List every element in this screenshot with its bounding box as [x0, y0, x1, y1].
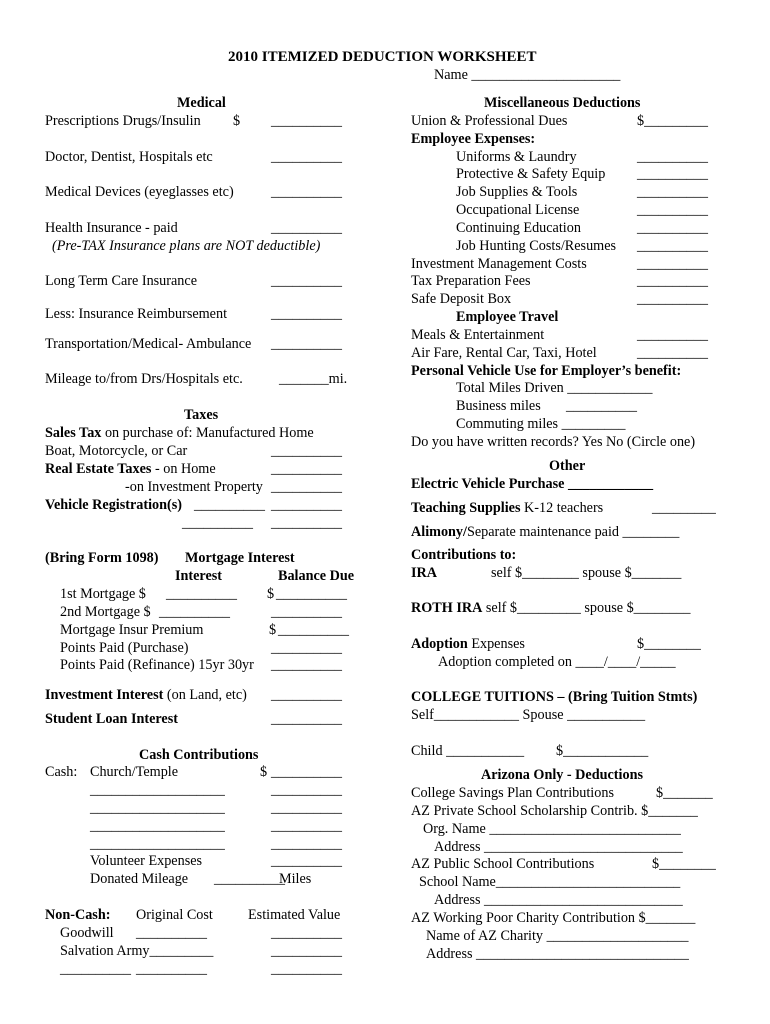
- health-insurance-label: Health Insurance - paid: [45, 220, 178, 236]
- roth-ira-label: ROTH IRA: [411, 600, 483, 616]
- cash-amount-field-2[interactable]: __________: [271, 800, 342, 816]
- sales-tax-label: Sales Tax: [45, 425, 102, 441]
- goodwill-label: Goodwill: [60, 925, 114, 941]
- real-estate-text: - on Home: [154, 461, 216, 477]
- boat-amount-field[interactable]: __________: [271, 443, 342, 459]
- investment-interest-label: Investment Interest: [45, 687, 164, 703]
- adoption-completed-field[interactable]: Adoption completed on ____/____/_____: [438, 654, 676, 670]
- vehicle-registration-amount-field-1[interactable]: __________: [271, 497, 342, 513]
- union-dues-label: Union & Professional Dues: [411, 113, 568, 129]
- student-loan-label: Student Loan Interest: [45, 711, 178, 727]
- protective-label: Protective & Safety Equip: [456, 166, 606, 182]
- first-mortgage-balance-field[interactable]: __________: [276, 586, 347, 602]
- points-purchase-label: Points Paid (Purchase): [60, 640, 189, 656]
- charity-address-field[interactable]: Address ______________________________: [426, 946, 689, 962]
- investment-property-label: -on Investment Property: [125, 479, 263, 495]
- charity-name-field[interactable]: Name of AZ Charity ____________________: [426, 928, 689, 944]
- alimony-text: Separate maintenance paid ________: [466, 524, 680, 540]
- worksheet-title: 2010 ITEMIZED DEDUCTION WORKSHEET: [228, 49, 537, 65]
- union-dues-amount-field[interactable]: $_________: [637, 113, 708, 129]
- written-records-question[interactable]: Do you have written records? Yes No (Circle one): [411, 434, 696, 450]
- org-name-field[interactable]: Org. Name ___________________________: [423, 821, 681, 837]
- noncash-value-field[interactable]: __________: [271, 961, 342, 977]
- college-tuitions-heading: COLLEGE TUITIONS – (Bring Tuition Stmts): [411, 689, 698, 705]
- continuing-education-label: Continuing Education: [456, 220, 581, 236]
- vehicle-registration-field-1[interactable]: __________: [194, 497, 265, 513]
- noncash-cost-field[interactable]: __________: [136, 961, 207, 977]
- employee-expenses-heading: Employee Expenses:: [411, 131, 536, 147]
- donated-mileage-field[interactable]: __________: [214, 871, 285, 887]
- insurance-reimbursement-label: Less: Insurance Reimbursement: [45, 306, 228, 322]
- business-miles-label: Business miles: [456, 398, 541, 414]
- vehicle-registration-label: Vehicle Registration(s): [45, 497, 182, 513]
- mileage-field[interactable]: _______mi.: [279, 371, 348, 387]
- school-address-field[interactable]: Address ____________________________: [434, 892, 683, 908]
- doctor-amount-field[interactable]: __________: [271, 149, 342, 165]
- student-loan-amount-field[interactable]: __________: [271, 711, 342, 727]
- college-savings-amount-field[interactable]: $_______: [656, 785, 713, 801]
- cash-amount-field-3[interactable]: __________: [271, 818, 342, 834]
- investment-property-amount-field[interactable]: __________: [271, 479, 342, 495]
- ira-label: IRA: [411, 565, 438, 581]
- prescriptions-label: Prescriptions Drugs/Insulin: [45, 113, 201, 129]
- long-term-care-amount-field[interactable]: __________: [271, 273, 342, 289]
- public-school-amount-field[interactable]: $________: [652, 856, 716, 872]
- public-school-label: AZ Public School Contributions: [411, 856, 595, 872]
- first-mortgage-interest-field[interactable]: __________: [166, 586, 237, 602]
- cash-amount-field-4[interactable]: __________: [271, 836, 342, 852]
- personal-vehicle-heading: Personal Vehicle Use for Employer’s benefit:: [411, 363, 682, 379]
- job-supplies-amount-field[interactable]: __________: [637, 184, 708, 200]
- tuition-child-field[interactable]: Child ___________: [411, 743, 525, 759]
- vehicle-registration-field-2[interactable]: __________: [182, 515, 253, 531]
- health-insurance-amount-field[interactable]: __________: [271, 220, 342, 236]
- taxes-heading: Taxes: [184, 407, 219, 423]
- sales-tax-text: on purchase of: Manufactured Home: [104, 425, 314, 441]
- cash-org-field-2[interactable]: ___________________: [90, 800, 225, 816]
- volunteer-expenses-label: Volunteer Expenses: [90, 853, 203, 869]
- second-mortgage-interest-field[interactable]: __________: [159, 604, 230, 620]
- safe-deposit-label: Safe Deposit Box: [411, 291, 512, 307]
- electric-vehicle-field[interactable]: Electric Vehicle Purchase ____________: [411, 476, 654, 492]
- points-purchase-amount-field[interactable]: __________: [271, 640, 342, 656]
- airfare-amount-field[interactable]: __________: [637, 345, 708, 361]
- roth-ira-fields: self $_________ spouse $________: [485, 600, 691, 616]
- investment-interest-amount-field[interactable]: __________: [271, 687, 342, 703]
- business-miles-field[interactable]: __________: [566, 398, 637, 414]
- org-address-field[interactable]: Address ____________________________: [434, 839, 683, 855]
- total-miles-field[interactable]: Total Miles Driven ____________: [456, 380, 653, 396]
- commuting-miles-field[interactable]: Commuting miles _________: [456, 416, 626, 432]
- continuing-education-amount-field[interactable]: __________: [637, 220, 708, 236]
- volunteer-expenses-amount-field[interactable]: __________: [271, 853, 342, 869]
- mortgage-insurance-label: Mortgage Insur Premium: [60, 622, 204, 638]
- noncash-item-field[interactable]: __________: [60, 961, 131, 977]
- other-heading: Other: [549, 458, 586, 474]
- school-name-field[interactable]: School Name__________________________: [419, 874, 681, 890]
- cash-org-field-1[interactable]: ___________________: [90, 782, 225, 798]
- balance-due-column-heading: Balance Due: [278, 568, 355, 584]
- salvation-army-label: Salvation Army_________: [60, 943, 214, 959]
- job-supplies-label: Job Supplies & Tools: [456, 184, 578, 200]
- church-dollar: $: [260, 764, 268, 780]
- investment-interest-note: (on Land, etc): [166, 687, 247, 703]
- misc-heading: Miscellaneous Deductions: [484, 95, 641, 111]
- adoption-row: [411, 637, 525, 651]
- points-refinance-label: Points Paid (Refinance) 15yr 30yr: [60, 657, 254, 673]
- adoption-label: Adoption: [411, 636, 468, 652]
- college-savings-label: College Savings Plan Contributions: [411, 785, 614, 801]
- church-label: Church/Temple: [90, 764, 179, 780]
- investment-management-label: Investment Management Costs: [411, 256, 587, 272]
- teaching-supplies-text: K-12 teachers: [524, 500, 604, 516]
- salvation-army-value-field[interactable]: __________: [271, 943, 342, 959]
- first-mortgage-label: 1st Mortgage $: [60, 586, 146, 602]
- alimony-label: Alimony/: [411, 524, 467, 540]
- real-estate-row: [45, 462, 216, 476]
- bring-form-1098: (Bring Form 1098): [45, 550, 159, 566]
- uniforms-amount-field[interactable]: __________: [637, 149, 708, 165]
- goodwill-cost-field[interactable]: __________: [136, 925, 207, 941]
- working-poor-field[interactable]: AZ Working Poor Charity Contribution $_______: [411, 910, 696, 926]
- roth-ira-row[interactable]: [411, 601, 690, 615]
- meals-label: Meals & Entertainment: [411, 327, 545, 343]
- church-amount-field[interactable]: __________: [271, 764, 342, 780]
- tax-prep-amount-field[interactable]: __________: [637, 273, 708, 289]
- goodwill-value-field[interactable]: __________: [271, 925, 342, 941]
- real-estate-label: Real Estate Taxes: [45, 461, 152, 477]
- cash-org-field-4[interactable]: ___________________: [90, 836, 225, 852]
- alimony-row[interactable]: [411, 525, 679, 539]
- points-refinance-amount-field[interactable]: __________: [271, 657, 342, 673]
- teaching-supplies-label: Teaching Supplies: [411, 500, 521, 516]
- mortgage-insurance-dollar: $: [269, 622, 277, 638]
- transportation-amount-field[interactable]: __________: [271, 336, 342, 352]
- adoption-amount-field[interactable]: $________: [637, 636, 701, 652]
- medical-heading: Medical: [177, 95, 226, 111]
- second-mortgage-label: 2nd Mortgage $: [60, 604, 151, 620]
- boat-label: Boat, Motorcycle, or Car: [45, 443, 188, 459]
- occupational-license-amount-field[interactable]: __________: [637, 202, 708, 218]
- insurance-reimbursement-amount-field[interactable]: __________: [271, 306, 342, 322]
- cash-amount-field-1[interactable]: __________: [271, 782, 342, 798]
- tuition-child-amount-field[interactable]: $____________: [556, 743, 649, 759]
- investment-management-amount-field[interactable]: __________: [637, 256, 708, 272]
- real-estate-amount-field[interactable]: __________: [271, 461, 342, 477]
- sales-tax-row: [45, 426, 314, 440]
- pretax-note: (Pre-TAX Insurance plans are NOT deductible): [52, 238, 321, 254]
- meals-amount-field[interactable]: __________: [637, 327, 708, 343]
- long-term-care-label: Long Term Care Insurance: [45, 273, 197, 289]
- safe-deposit-amount-field[interactable]: __________: [637, 291, 708, 307]
- second-mortgage-balance-field[interactable]: __________: [271, 604, 342, 620]
- employee-travel-heading: Employee Travel: [456, 309, 559, 325]
- doctor-label: Doctor, Dentist, Hospitals etc: [45, 149, 213, 165]
- tuition-self-spouse-fields[interactable]: Self____________ Spouse ___________: [411, 707, 646, 723]
- original-cost-heading: Original Cost: [136, 907, 213, 923]
- devices-label: Medical Devices (eyeglasses etc): [45, 184, 234, 200]
- devices-amount-field[interactable]: __________: [271, 184, 342, 200]
- interest-column-heading: Interest: [175, 568, 223, 584]
- mortgage-insurance-amount-field[interactable]: __________: [278, 622, 349, 638]
- job-hunting-label: Job Hunting Costs/Resumes: [456, 238, 617, 254]
- investment-interest-row: [45, 688, 247, 702]
- miles-label: Miles: [279, 871, 312, 887]
- transportation-label: Transportation/Medical- Ambulance: [45, 336, 252, 352]
- contributions-to-heading: Contributions to:: [411, 547, 517, 563]
- vehicle-registration-amount-field-2[interactable]: __________: [271, 515, 342, 531]
- ira-fields[interactable]: self $________ spouse $_______: [491, 565, 682, 581]
- occupational-license-label: Occupational License: [456, 202, 580, 218]
- name-field[interactable]: Name _____________________: [434, 67, 621, 83]
- protective-amount-field[interactable]: __________: [637, 166, 708, 182]
- arizona-heading: Arizona Only - Deductions: [481, 767, 643, 783]
- first-mortgage-dollar: $: [267, 586, 275, 602]
- cash-label: Cash:: [45, 764, 78, 780]
- cash-contributions-heading: Cash Contributions: [139, 747, 259, 763]
- prescriptions-dollar: $: [233, 113, 241, 129]
- estimated-value-heading: Estimated Value: [248, 907, 341, 923]
- adoption-text: Expenses: [471, 636, 525, 652]
- non-cash-label: Non-Cash:: [45, 907, 111, 923]
- mortgage-interest-heading: Mortgage Interest: [185, 550, 295, 566]
- teaching-supplies-row: [411, 501, 603, 515]
- uniforms-label: Uniforms & Laundry: [456, 149, 577, 165]
- teaching-supplies-amount-field[interactable]: _________: [652, 500, 716, 516]
- mileage-label: Mileage to/from Drs/Hospitals etc.: [45, 371, 243, 387]
- private-school-field[interactable]: AZ Private School Scholarship Contrib. $_______: [411, 803, 698, 819]
- donated-mileage-label: Donated Mileage: [90, 871, 189, 887]
- job-hunting-amount-field[interactable]: __________: [637, 238, 708, 254]
- tax-prep-label: Tax Preparation Fees: [411, 273, 531, 289]
- airfare-label: Air Fare, Rental Car, Taxi, Hotel: [411, 345, 597, 361]
- cash-org-field-3[interactable]: ___________________: [90, 818, 225, 834]
- prescriptions-amount-field[interactable]: __________: [271, 113, 342, 129]
